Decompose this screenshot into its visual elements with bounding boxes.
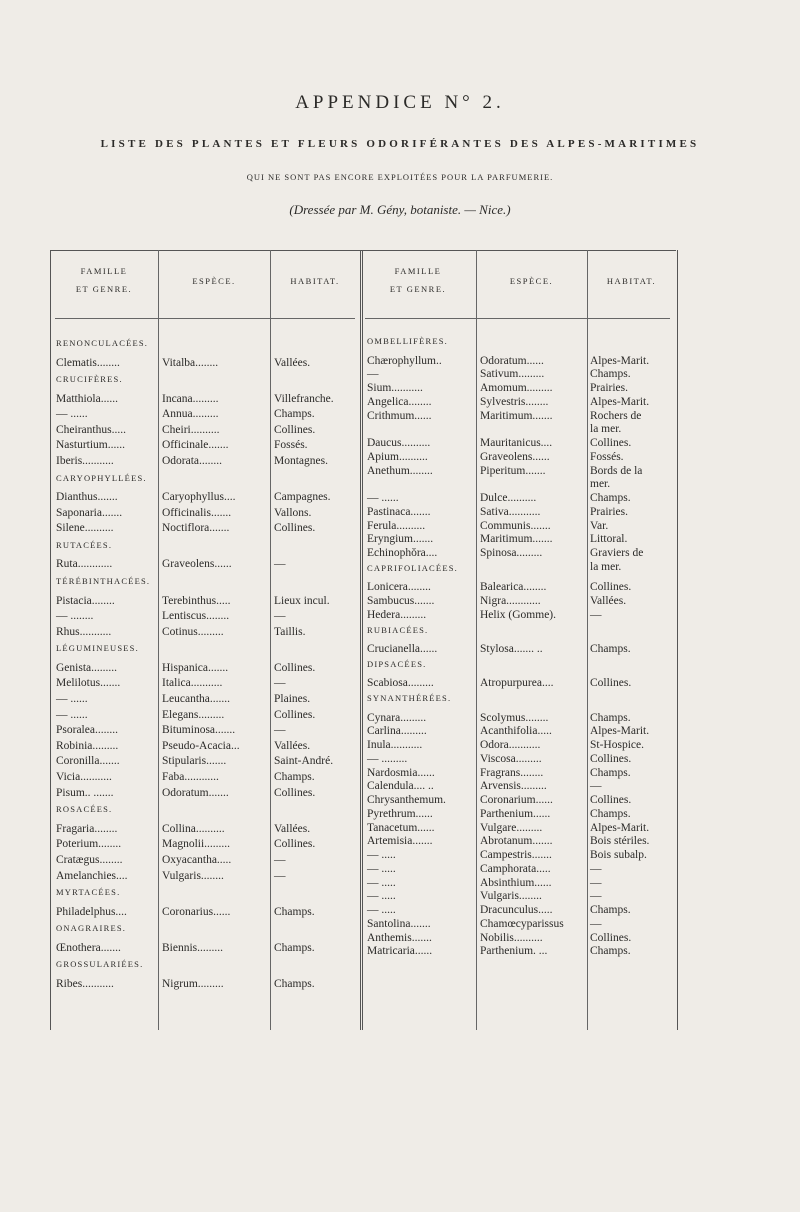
genre-cell: Matthiola......	[56, 392, 118, 405]
habitat-cell: la mer.	[590, 423, 622, 436]
genre-cell: — ......	[367, 492, 399, 504]
genre-cell: Robinia.........	[56, 739, 119, 752]
genre-cell: Ruta............	[56, 558, 113, 571]
habitat-cell: Var.	[590, 519, 609, 532]
espece-cell: Cotinus.........	[162, 625, 224, 638]
genre-cell: Cratægus........	[56, 853, 123, 866]
espece-cell: Amomum.........	[480, 382, 553, 394]
habitat-cell: Plaines.	[274, 693, 311, 705]
espece-cell: Vulgaris........	[162, 869, 224, 882]
family-heading: CRUCIFÈRES.	[56, 374, 123, 385]
genre-cell: Crucianella......	[367, 643, 438, 655]
habitat-cell: Collines.	[274, 522, 316, 535]
genre-cell: Anethum........	[367, 464, 433, 477]
habitat-cell: Graviers de	[590, 547, 644, 559]
espece-cell: Scolymus........	[480, 711, 549, 724]
espece-cell: Odora...........	[480, 739, 541, 751]
habitat-cell: Lieux incul.	[274, 594, 330, 607]
genre-cell: Chrysanthemum.	[367, 794, 446, 806]
genre-cell: Pastinaca.......	[367, 505, 431, 518]
espece-cell: Noctiflora.......	[162, 522, 230, 535]
habitat-cell: Fossés.	[274, 439, 308, 452]
genre-cell: — ......	[56, 408, 88, 421]
genre-cell: Inula...........	[367, 739, 423, 751]
habitat-cell: Collines.	[274, 708, 316, 721]
habitat-cell: Taillis.	[274, 625, 306, 638]
habitat-cell: Vallées.	[274, 739, 311, 752]
habitat-cell: Littoral.	[590, 533, 628, 546]
genre-cell: — .....	[367, 849, 396, 861]
header-habitat-left: HABITAT.	[290, 276, 340, 286]
habitat-cell: Bords de la	[590, 464, 643, 477]
habitat-cell: Bois stériles.	[590, 835, 650, 848]
genre-cell: Lonicera........	[367, 581, 431, 594]
column-divider	[587, 250, 588, 1030]
genre-cell: Scabiosa.........	[367, 677, 434, 690]
habitat-cell: la mer.	[590, 560, 622, 573]
espece-cell: Bituminosa.......	[162, 724, 236, 737]
habitat-cell: —	[274, 610, 286, 623]
habitat-cell: Collines.	[590, 437, 632, 449]
espece-cell: Sativum.........	[480, 368, 545, 381]
credit-line: (Dressée par M. Gény, botaniste. — Nice.)	[289, 202, 511, 217]
genre-cell: Angelica........	[367, 395, 432, 408]
espece-cell: Oxyacantha.....	[162, 853, 232, 866]
habitat-cell: Collines.	[590, 794, 632, 806]
espece-cell: Spinosa.........	[480, 547, 543, 559]
habitat-cell: Champs.	[590, 807, 631, 820]
list-title: LISTE DES PLANTES ET FLEURS ODORIFÉRANTES DES ALPES-MARITIMES	[100, 138, 700, 150]
page-title: APPENDICE N° 2.	[295, 92, 505, 113]
header-famille-left	[50, 262, 158, 298]
genre-cell: — ......	[56, 708, 88, 721]
habitat-cell: Champs.	[274, 905, 315, 918]
espece-cell: Cheiri..........	[162, 423, 220, 436]
habitat-cell: Bois subalp.	[590, 849, 647, 861]
espece-cell: Parthenium......	[480, 807, 551, 820]
habitat-cell: Collines.	[274, 786, 316, 799]
habitat-cell: Alpes-Marit.	[590, 395, 650, 408]
habitat-cell: Champs.	[274, 941, 315, 954]
genre-cell: Sium...........	[367, 382, 423, 394]
header-famille-line2: ET GENRE.	[389, 284, 447, 294]
espece-cell: Nigra............	[480, 595, 541, 607]
header-famille-right	[360, 262, 476, 298]
genre-cell: Nardosmia......	[367, 766, 435, 779]
espece-cell: Camphorata.....	[480, 862, 551, 875]
espece-cell: Annua.........	[162, 408, 219, 421]
habitat-cell: Alpes-Marit.	[590, 821, 650, 834]
family-heading: RUBIACÉES.	[367, 624, 429, 635]
genre-cell: Philadelphus....	[56, 905, 127, 918]
habitat-cell: Champs.	[274, 977, 315, 990]
espece-cell: Balearica........	[480, 581, 547, 594]
genre-cell: Œnothera.......	[56, 941, 121, 954]
genre-cell: Cheiranthus.....	[56, 423, 126, 436]
genre-cell: Coronilla.......	[56, 755, 120, 768]
family-heading: CAPRIFOLIACÉES.	[367, 562, 458, 573]
genre-cell: Cynara.........	[367, 711, 427, 724]
habitat-cell: Alpes-Marit.	[590, 725, 650, 738]
genre-cell: — .....	[367, 862, 396, 875]
genre-cell: Ferula..........	[367, 519, 426, 532]
espece-cell: Helix (Gomme).	[480, 608, 557, 621]
genre-cell: Hedera.........	[367, 608, 427, 621]
habitat-cell: Champs.	[274, 408, 315, 421]
espece-cell: Abrotanum.......	[480, 835, 553, 848]
espece-cell: Lentiscus........	[162, 610, 230, 623]
genre-cell: Pisum.. .......	[56, 786, 114, 799]
habitat-cell: —	[274, 869, 286, 882]
espece-cell: Graveolens......	[480, 450, 550, 463]
genre-cell: Amelanchies....	[56, 869, 128, 882]
habitat-cell: Rochers de	[590, 409, 642, 422]
espece-cell: Collina..........	[162, 822, 225, 835]
espece-cell: Communis.......	[480, 519, 551, 532]
genre-cell: Nasturtium......	[56, 439, 125, 452]
genre-cell: Psoralea........	[56, 724, 118, 737]
genre-cell: — .....	[367, 890, 396, 903]
habitat-cell: Collines.	[590, 677, 632, 690]
habitat-cell: —	[590, 780, 602, 793]
habitat-cell: Collines.	[274, 838, 316, 851]
espece-cell: Leucantha.......	[162, 693, 231, 705]
espece-cell: Nobilis..........	[480, 931, 543, 944]
espece-cell: Odorata........	[162, 455, 223, 467]
column-divider	[476, 250, 477, 1030]
genre-cell: Daucus..........	[367, 437, 431, 449]
habitat-cell: Vallées.	[590, 595, 627, 607]
espece-cell: Dulce..........	[480, 492, 537, 504]
espece-cell: Absinthium......	[480, 876, 552, 889]
genre-cell: Apium..........	[367, 450, 428, 463]
genre-cell: Rhus...........	[56, 625, 112, 638]
habitat-cell: Champs.	[590, 945, 631, 958]
genre-cell: Artemisia.......	[367, 835, 433, 848]
habitat-cell: —	[590, 876, 602, 889]
genre-cell: Dianthus.......	[56, 491, 118, 504]
genre-cell: Ribes...........	[56, 977, 114, 990]
genre-cell: Sambucus.......	[367, 595, 435, 607]
espece-cell: Sylvestris........	[480, 395, 549, 408]
header-habitat-right: HABITAT.	[606, 276, 657, 286]
genre-cell: Vicia...........	[56, 771, 112, 783]
genre-cell: Clematis........	[56, 356, 120, 369]
header-espece-left: ESPÈCE.	[192, 276, 236, 286]
habitat-cell: Villefranche.	[274, 392, 334, 405]
genre-cell: Silene..........	[56, 522, 114, 535]
habitat-cell: Vallons.	[274, 506, 312, 519]
espece-cell: Vitalba........	[162, 356, 219, 369]
genre-cell: Tanacetum......	[367, 821, 435, 834]
habitat-cell: Champs.	[590, 766, 631, 779]
habitat-cell: Saint-André.	[274, 755, 334, 768]
family-heading: MYRTACÉES.	[56, 887, 121, 898]
habitat-cell: Champs.	[274, 771, 315, 783]
header-separator-right	[365, 318, 670, 319]
espece-cell: Incana.........	[162, 392, 219, 405]
family-heading: GROSSULARIÉES.	[56, 959, 144, 970]
plants-table	[50, 250, 678, 1030]
genre-cell: Eryngium.......	[367, 533, 434, 546]
genre-cell: Echinophŏra....	[367, 547, 438, 559]
habitat-cell: Collines.	[274, 661, 316, 674]
habitat-cell: Champs.	[590, 368, 631, 381]
espece-cell: Biennis.........	[162, 941, 224, 954]
espece-cell: Campestris.......	[480, 849, 552, 861]
espece-cell: Stipularis.......	[162, 755, 227, 768]
habitat-cell: Vallées.	[274, 822, 311, 835]
genre-cell: Pistacia........	[56, 594, 115, 607]
genre-cell: Chærophyllum..	[367, 354, 442, 367]
habitat-cell: Campagnes.	[274, 491, 331, 504]
genre-cell: Matricaria......	[367, 945, 433, 958]
espece-cell: Terebinthus.....	[162, 594, 231, 607]
genre-cell: — .........	[367, 752, 408, 765]
genre-cell: Anthemis.......	[367, 931, 432, 944]
habitat-cell: Collines.	[590, 581, 632, 594]
espece-cell: Arvensis.........	[480, 780, 547, 793]
habitat-cell: St-Hospice.	[590, 739, 644, 751]
espece-cell: Fragrans........	[480, 766, 544, 779]
habitat-cell: Prairies.	[590, 382, 629, 394]
espece-cell: Acanthifolia.....	[480, 725, 552, 738]
genre-cell: Fragaria........	[56, 822, 118, 835]
espece-cell: Vulgare.........	[480, 821, 543, 834]
genre-cell: —	[367, 368, 379, 381]
espece-cell: Magnolii.........	[162, 838, 231, 851]
espece-cell: Maritimum.......	[480, 409, 553, 422]
habitat-cell: —	[590, 862, 602, 875]
espece-cell: Officinale.......	[162, 439, 229, 452]
habitat-cell: mer.	[590, 478, 611, 491]
habitat-cell: —	[274, 558, 286, 571]
espece-cell: Caryophyllus....	[162, 491, 236, 504]
genre-cell: Calendula.... ..	[367, 780, 434, 793]
espece-cell: Odoratum.......	[162, 786, 229, 799]
genre-cell: Carlina.........	[367, 725, 427, 738]
header-espece-right: ESPÈCE.	[509, 276, 554, 286]
espece-cell: Nigrum.........	[162, 977, 224, 990]
genre-cell: Crithmum......	[367, 409, 432, 422]
habitat-cell: —	[274, 677, 286, 690]
header-famille-line1: FAMILLE	[394, 266, 442, 276]
habitat-cell: Collines.	[274, 423, 316, 436]
espece-cell: Atropurpurea....	[480, 677, 554, 690]
espece-cell: Odoratum......	[480, 354, 544, 367]
habitat-cell: —	[274, 853, 286, 866]
genre-cell: Poterium........	[56, 838, 122, 851]
genre-cell: — .....	[367, 876, 396, 889]
genre-cell: Santolina.......	[367, 917, 431, 930]
habitat-cell: Vallées.	[274, 356, 311, 369]
espece-cell: Coronarius......	[162, 905, 231, 918]
genre-cell: Pyrethrum......	[367, 807, 433, 820]
family-heading: LÉGUMINEUSES.	[56, 643, 139, 654]
family-heading: TÉRÉBINTHACÉES.	[56, 576, 151, 586]
espece-cell: Chamœcyparissus	[480, 917, 564, 930]
column-divider	[158, 250, 159, 1030]
family-heading: RUTACÉES.	[56, 539, 113, 550]
header-famille-line2: ET GENRE.	[75, 284, 133, 294]
genre-cell: Iberis...........	[56, 455, 114, 467]
espece-cell: Graveolens......	[162, 558, 232, 571]
espece-cell: Elegans.........	[162, 708, 225, 721]
espece-cell: Piperitum.......	[480, 464, 546, 477]
espece-cell: Stylosa....... ..	[480, 643, 543, 655]
habitat-cell: Alpes-Marit.	[590, 354, 650, 367]
habitat-cell: Prairies.	[590, 505, 629, 518]
genre-cell: — ........	[56, 610, 94, 623]
espece-cell: Pseudo-Acacia...	[162, 739, 240, 752]
habitat-cell: Champs.	[590, 904, 631, 916]
habitat-cell: Champs.	[590, 711, 631, 724]
habitat-cell: Fossés.	[590, 450, 624, 463]
espece-cell: Maritimum.......	[480, 533, 553, 546]
espece-cell: Officinalis.......	[162, 506, 232, 519]
genre-cell: Melilotus.......	[56, 677, 121, 690]
espece-cell: Italica...........	[162, 677, 223, 690]
espece-cell: Faba............	[162, 771, 219, 783]
habitat-cell: Champs.	[590, 643, 631, 655]
family-heading: ONAGRAIRES.	[56, 923, 127, 934]
habitat-cell: —	[590, 890, 602, 903]
habitat-cell: —	[590, 608, 602, 621]
header-famille-line1: FAMILLE	[80, 266, 128, 276]
genre-cell: — ......	[56, 693, 88, 705]
espece-cell: Viscosa.........	[480, 752, 542, 765]
habitat-cell: —	[274, 724, 286, 737]
family-heading: RENONCULACÉES.	[56, 338, 149, 348]
center-divider	[360, 250, 363, 1030]
genre-cell: — .....	[367, 904, 396, 916]
espece-cell: Mauritanicus....	[480, 437, 553, 449]
habitat-cell: Champs.	[590, 492, 631, 504]
column-divider	[270, 250, 271, 1030]
header-separator-left	[55, 318, 355, 319]
habitat-cell: Collines.	[590, 931, 632, 944]
espece-cell: Dracunculus.....	[480, 904, 553, 916]
habitat-cell: —	[590, 917, 602, 930]
family-heading: CARYOPHYLLÉES.	[56, 472, 147, 483]
espece-cell: Vulgaris........	[480, 890, 542, 903]
genre-cell: Saponaria.......	[56, 506, 123, 519]
family-heading: OMBELLIFÈRES.	[367, 336, 449, 346]
genre-cell: Genista.........	[56, 661, 118, 674]
espece-cell: Parthenium. ...	[480, 945, 548, 958]
espece-cell: Hispanica.......	[162, 661, 229, 674]
family-heading: ROSACÉES.	[56, 804, 113, 815]
family-heading: DIPSACÉES.	[367, 658, 427, 669]
family-heading: SYNANTHÉRÉES.	[367, 693, 452, 703]
espece-cell: Sativa...........	[480, 505, 541, 518]
habitat-cell: Montagnes.	[274, 455, 328, 467]
list-subtitle: QUI NE SONT PAS ENCORE EXPLOITÉES POUR LA PARFUMERIE.	[246, 172, 554, 182]
espece-cell: Coronarium......	[480, 794, 553, 806]
habitat-cell: Collines.	[590, 752, 632, 765]
